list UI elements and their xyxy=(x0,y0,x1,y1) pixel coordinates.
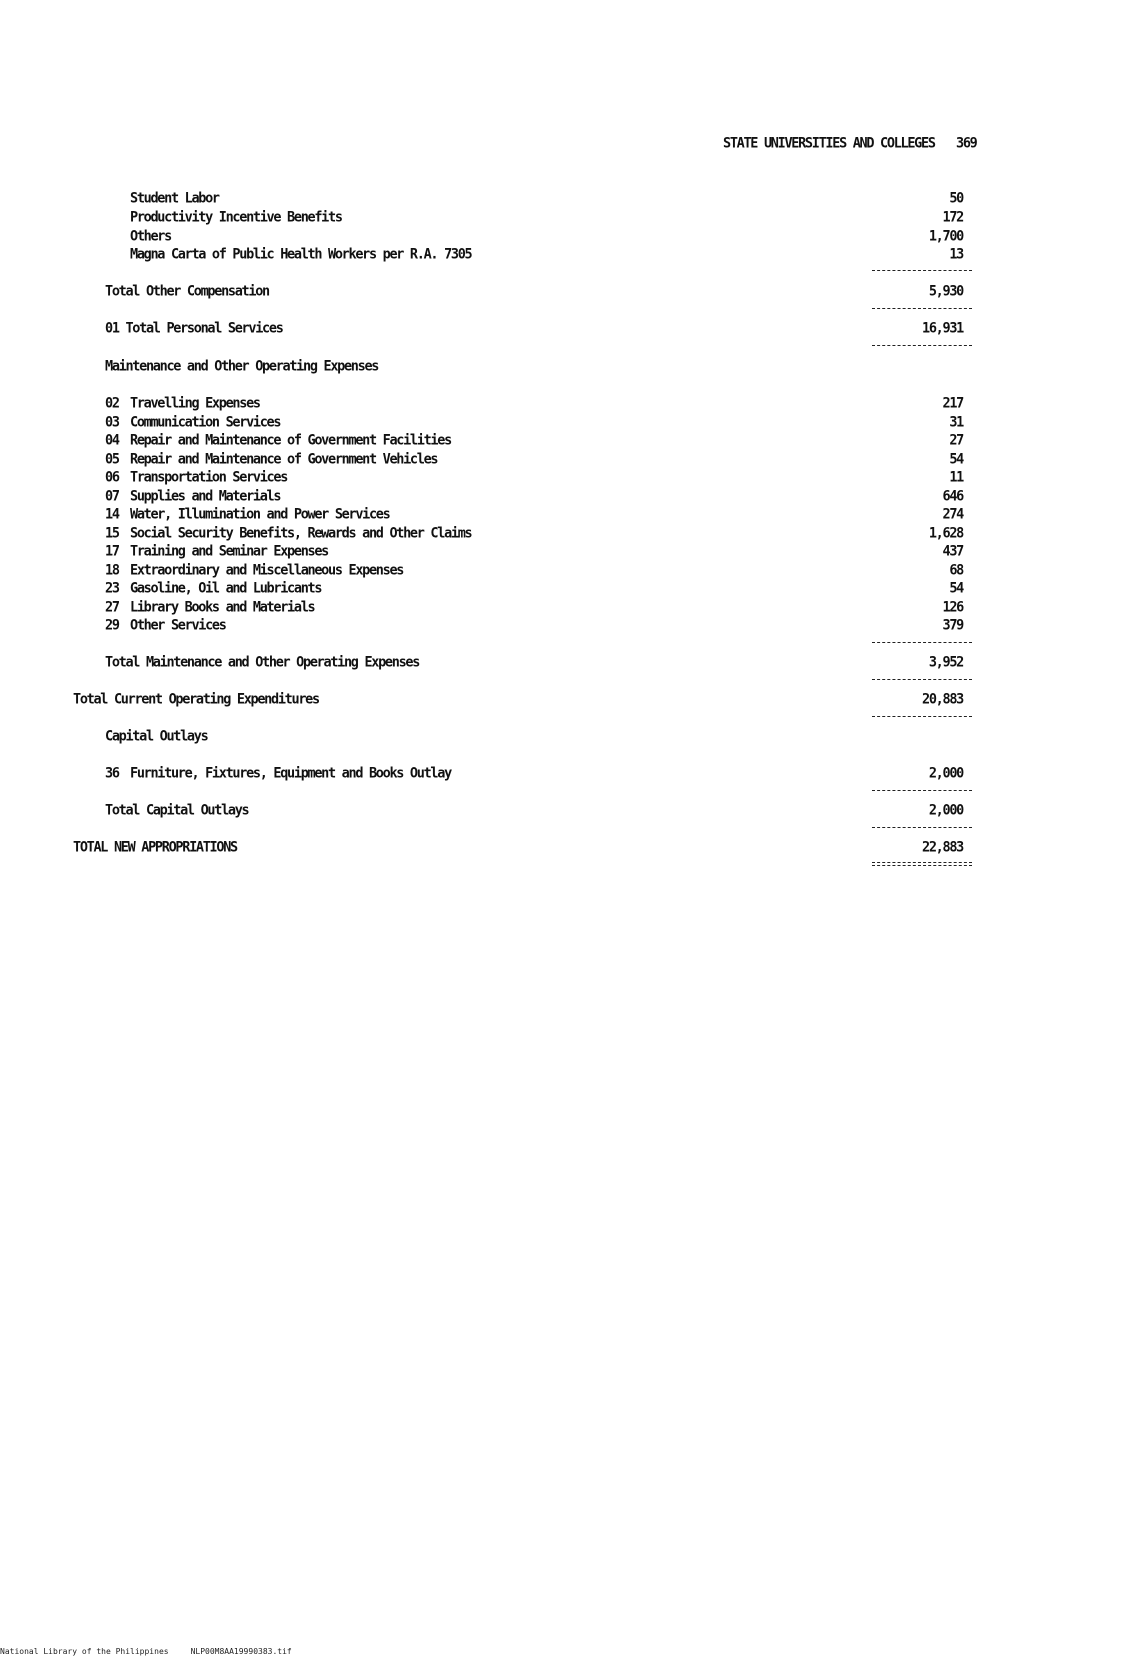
row-label-training: Training and Seminar Expenses xyxy=(130,542,329,560)
section-heading-mooe: Maintenance and Other Operating Expenses xyxy=(105,357,379,375)
row-label-furniture: Furniture, Fixtures, Equipment and Books Outlay xyxy=(130,764,451,782)
row-code-supplies: 07 xyxy=(105,487,119,505)
row-amount-others: 1,700 xyxy=(928,227,963,245)
row-label-extraordinary: Extraordinary and Miscellaneous Expenses xyxy=(130,561,404,579)
row-amount-total-new: 22,883 xyxy=(922,838,963,856)
row-label-student-labor: Student Labor xyxy=(130,189,219,207)
footer-file: NLP00M8AA19990383.tif xyxy=(190,1647,292,1656)
row-code-transportation: 06 xyxy=(105,468,119,486)
subtotal-rule xyxy=(872,308,972,309)
row-amount-training: 437 xyxy=(942,542,963,560)
row-label-library: Library Books and Materials xyxy=(130,598,315,616)
row-code-training: 17 xyxy=(105,542,119,560)
row-label-total-capital: Total Capital Outlays xyxy=(105,801,249,819)
row-label-total-ps: 01 Total Personal Services xyxy=(105,319,283,337)
row-label-gasoline: Gasoline, Oil and Lubricants xyxy=(130,579,322,597)
row-amount-total-current: 20,883 xyxy=(922,690,963,708)
subtotal-rule xyxy=(872,270,972,271)
row-amount-transportation: 11 xyxy=(949,468,963,486)
row-amount-total-mooe: 3,952 xyxy=(928,653,963,671)
subtotal-rule xyxy=(872,716,972,717)
row-amount-travelling: 217 xyxy=(942,394,963,412)
row-amount-total-other-comp: 5,930 xyxy=(928,282,963,300)
row-code-communication: 03 xyxy=(105,413,119,431)
row-code-furniture: 36 xyxy=(105,764,119,782)
page-number: 369 xyxy=(956,134,977,152)
row-code-other-services: 29 xyxy=(105,616,119,634)
row-label-productivity: Productivity Incentive Benefits xyxy=(130,208,342,226)
row-label-social-security: Social Security Benefits, Rewards and Other Claims xyxy=(130,524,472,542)
row-label-transportation: Transportation Services xyxy=(130,468,288,486)
row-code-gasoline: 23 xyxy=(105,579,119,597)
row-amount-supplies: 646 xyxy=(942,487,963,505)
row-amount-furniture: 2,000 xyxy=(928,764,963,782)
row-label-total-current: Total Current Operating Expenditures xyxy=(73,690,319,708)
row-code-repair-vehicles: 05 xyxy=(105,450,119,468)
row-amount-magna-carta: 13 xyxy=(949,245,963,263)
row-code-repair-facilities: 04 xyxy=(105,431,119,449)
row-label-supplies: Supplies and Materials xyxy=(130,487,281,505)
row-amount-total-ps: 16,931 xyxy=(922,319,963,337)
row-amount-repair-vehicles: 54 xyxy=(949,450,963,468)
running-title: STATE UNIVERSITIES AND COLLEGES xyxy=(723,134,935,152)
row-label-total-new: TOTAL NEW APPROPRIATIONS xyxy=(73,838,237,856)
row-label-repair-facilities: Repair and Maintenance of Government Facilities xyxy=(130,431,451,449)
row-label-repair-vehicles: Repair and Maintenance of Government Vehicles xyxy=(130,450,438,468)
row-code-library: 27 xyxy=(105,598,119,616)
row-amount-communication: 31 xyxy=(949,413,963,431)
row-amount-total-capital: 2,000 xyxy=(928,801,963,819)
subtotal-rule xyxy=(872,827,972,828)
row-amount-student-labor: 50 xyxy=(949,189,963,207)
scan-footer xyxy=(0,1647,314,1656)
row-label-magna-carta: Magna Carta of Public Health Workers per R.A. 7305 xyxy=(130,245,472,263)
section-heading-capital: Capital Outlays xyxy=(105,727,208,745)
row-amount-water: 274 xyxy=(942,505,963,523)
row-label-water: Water, Illumination and Power Services xyxy=(130,505,390,523)
subtotal-rule xyxy=(872,642,972,643)
row-code-travelling: 02 xyxy=(105,394,119,412)
row-label-communication: Communication Services xyxy=(130,413,281,431)
row-amount-repair-facilities: 27 xyxy=(949,431,963,449)
row-label-other-services: Other Services xyxy=(130,616,226,634)
grand-total-double-rule xyxy=(872,862,972,863)
row-amount-gasoline: 54 xyxy=(949,579,963,597)
row-label-total-mooe: Total Maintenance and Other Operating Expenses xyxy=(105,653,420,671)
row-code-water: 14 xyxy=(105,505,119,523)
row-code-extraordinary: 18 xyxy=(105,561,119,579)
row-label-travelling: Travelling Expenses xyxy=(130,394,260,412)
row-amount-social-security: 1,628 xyxy=(928,524,963,542)
subtotal-rule xyxy=(872,679,972,680)
row-label-others: Others xyxy=(130,227,171,245)
row-code-social-security: 15 xyxy=(105,524,119,542)
subtotal-rule xyxy=(872,345,972,346)
subtotal-rule xyxy=(872,790,972,791)
row-amount-library: 126 xyxy=(942,598,963,616)
row-amount-productivity: 172 xyxy=(942,208,963,226)
row-amount-extraordinary: 68 xyxy=(949,561,963,579)
row-amount-other-services: 379 xyxy=(942,616,963,634)
row-label-total-other-comp: Total Other Compensation xyxy=(105,282,269,300)
footer-library: National Library of the Philippines xyxy=(0,1647,169,1656)
